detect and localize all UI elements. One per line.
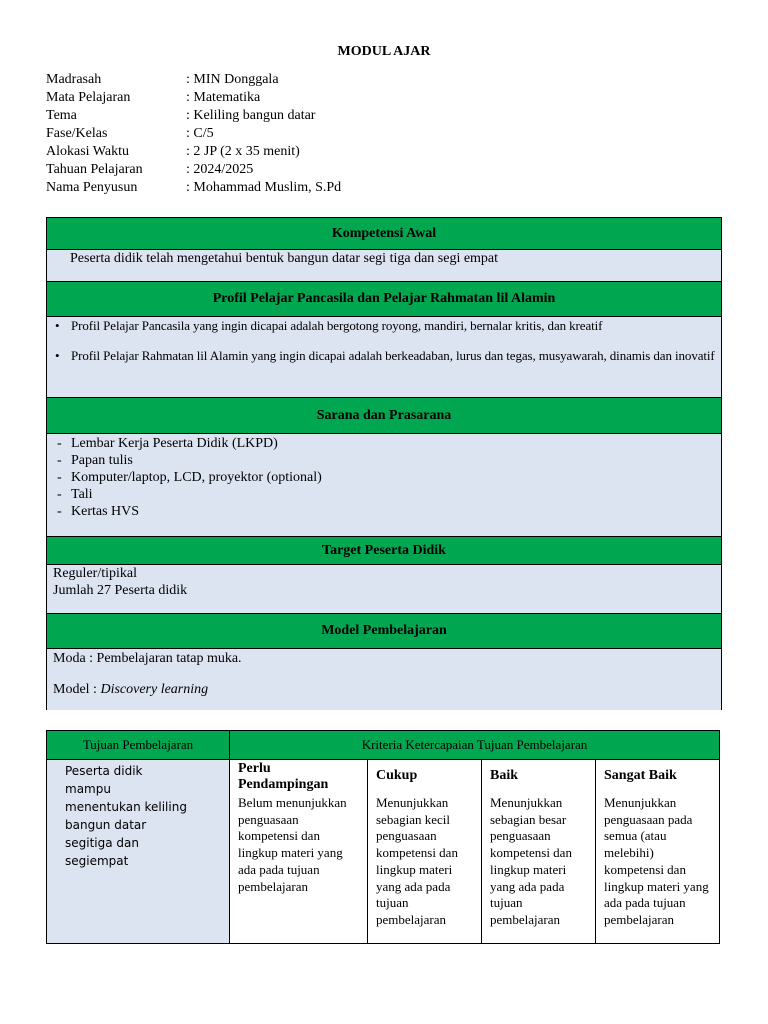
section-heading-sarana: Sarana dan Prasarana (47, 397, 721, 434)
model-label: Model : (53, 682, 101, 697)
tujuan-line: menentukan keliling (65, 800, 187, 814)
meta-key: Nama Penyusun (46, 180, 138, 195)
module-sections (46, 217, 722, 710)
section-body-kompetensi (47, 250, 721, 281)
criteria-heading: Sangat Baik (604, 768, 677, 783)
meta-value: : MIN Donggala (186, 72, 279, 87)
meta-row-tema (46, 107, 341, 125)
meta-value: : Matematika (186, 90, 261, 105)
target-line: Jumlah 27 Peserta didik (53, 583, 188, 598)
meta-info (46, 71, 341, 197)
meta-row-tahun-pelajaran (46, 161, 341, 179)
model-moda: Moda : Pembelajaran tatap muka. (53, 651, 242, 666)
section-heading-model: Model Pembelajaran (47, 613, 721, 649)
table-header-kriteria: Kriteria Ketercapaian Tujuan Pembelajaran (230, 731, 719, 759)
sarana-item: - Tali (47, 486, 721, 503)
section-heading-kompetensi: Kompetensi Awal (47, 218, 721, 250)
criteria-heading: Baik (490, 768, 519, 783)
meta-value: : 2024/2025 (186, 162, 254, 177)
tujuan-cell (47, 759, 230, 943)
criteria-text: Belum menunjukkan penguasaan kompetensi dan lingkup materi yang ada pada tujuan pembelajaran (238, 795, 347, 894)
section-body-model (47, 649, 721, 710)
document-title: MODUL AJAR (337, 44, 431, 59)
criteria-col-baik (482, 759, 596, 943)
profil-item: • Profil Pelajar Pancasila yang ingin dicapai adalah bergotong royong, mandiri, bernalar kritis, dan kreatif (47, 317, 721, 335)
sarana-item: - Papan tulis (47, 452, 721, 469)
meta-row-mata-pelajaran (46, 89, 341, 107)
meta-value: : 2 JP (2 x 35 menit) (186, 144, 300, 159)
meta-row-madrasah (46, 71, 341, 89)
criteria-col-perlu-pendampingan (230, 759, 368, 943)
tujuan-line: segitiga dan (65, 836, 139, 850)
tujuan-line: bangun datar (65, 818, 147, 832)
section-heading-target: Target Peserta Didik (47, 536, 721, 565)
model-value: Discovery learning (100, 682, 209, 697)
criteria-col-cukup (368, 759, 482, 943)
section-body-target (47, 565, 721, 613)
section-body-sarana (47, 434, 721, 536)
section-heading-profil: Profil Pelajar Pancasila dan Pelajar Rahmatan lil Alamin (47, 281, 721, 317)
sarana-item: - Kertas HVS (47, 503, 721, 520)
meta-key: Mata Pelajaran (46, 90, 131, 105)
meta-key: Alokasi Waktu (46, 144, 129, 159)
meta-row-nama-penyusun (46, 179, 341, 197)
criteria-text: Menunjukkan sebagian kecil penguasaan kompetensi dan lingkup materi yang ada pada tujuan pembelajaran (376, 795, 458, 927)
tujuan-line: Peserta didik (65, 764, 143, 778)
criteria-heading: Perlu Pendampingan (238, 761, 329, 792)
tujuan-line: mampu (65, 782, 111, 796)
criteria-col-sangat-baik (596, 759, 719, 943)
meta-key: Tahuan Pelajaran (46, 162, 143, 177)
sarana-item: - Komputer/laptop, LCD, proyektor (optional) (47, 469, 721, 486)
meta-value: : Keliling bangun datar (186, 108, 316, 123)
criteria-text: Menunjukkan sebagian besar penguasaan kompetensi dan lingkup materi yang ada pada tujuan pembelajaran (490, 795, 572, 927)
tujuan-line: segiempat (65, 854, 129, 868)
table-header-tujuan: Tujuan Pembelajaran (47, 731, 230, 759)
meta-key: Madrasah (46, 72, 102, 87)
profil-list (47, 317, 721, 364)
kompetensi-text: Peserta didik telah mengetahui bentuk bangun datar segi tiga dan segi empat (70, 251, 499, 266)
meta-row-fase-kelas (46, 125, 341, 143)
target-line: Reguler/tipikal (53, 566, 137, 581)
sarana-item: - Lembar Kerja Peserta Didik (LKPD) (47, 435, 721, 452)
meta-key: Fase/Kelas (46, 126, 108, 141)
criteria-heading: Cukup (376, 768, 418, 783)
model-line (53, 681, 721, 699)
meta-value: : Mohammad Muslim, S.Pd (186, 180, 342, 195)
sarana-list (47, 435, 721, 520)
profil-item: • Profil Pelajar Rahmatan lil Alamin yang ingin dicapai adalah berkeadaban, lurus dan tegas, musyawarah, dinamis dan inovatif (47, 348, 721, 364)
criteria-text: Menunjukkan penguasaan pada semua (atau melebihi) kompetensi dan lingkup materi yang ada pada tujuan pembelajaran (604, 795, 709, 927)
meta-key: Tema (46, 108, 77, 123)
section-body-profil (47, 317, 721, 397)
criteria-table (46, 730, 720, 944)
meta-row-alokasi-waktu (46, 143, 341, 161)
meta-value: : C/5 (186, 126, 214, 141)
